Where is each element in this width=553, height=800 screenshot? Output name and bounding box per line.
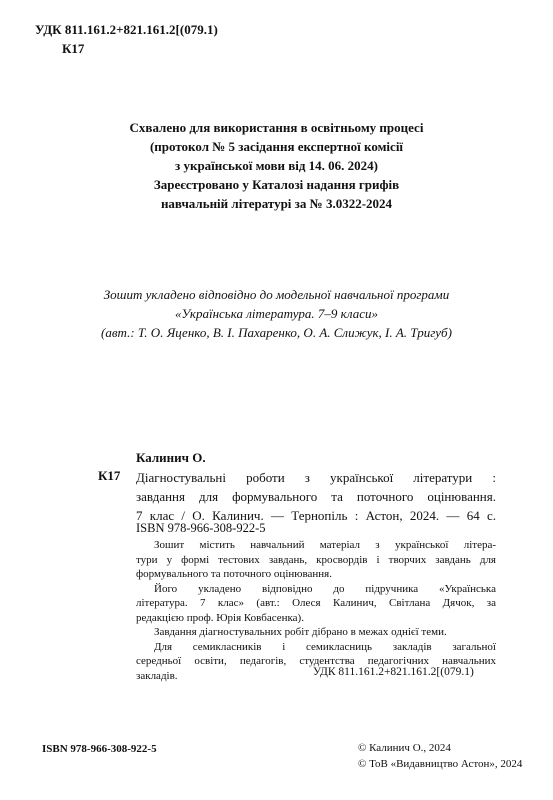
- annotation-line: Для семикласників і семикласниць закладів загальної: [154, 640, 496, 653]
- model-program-line: Зошит укладено відповідно до модельної навчальної програми: [103, 287, 450, 302]
- approval-block: [0, 118, 553, 213]
- title-line: 7 клас / О. Калинич. — Тернопіль : Астон, 2024. — 64 с.: [136, 508, 496, 523]
- annotation-line: тури у формі тестових завдань, кросвордів і творчих завдань для: [136, 553, 496, 566]
- annotation-paragraph: [136, 625, 496, 640]
- model-program-line: «Українська література. 7–9 класи»: [174, 306, 379, 321]
- author-name: Калинич О.: [136, 450, 206, 465]
- isbn-footer: ISBN 978-966-308-922-5: [42, 743, 157, 755]
- annotation-line: література. 7 клас» (авт.: Олеся Калинич, Світлана Дячок, за: [136, 597, 496, 609]
- model-program-line: (авт.: Т. О. Яценко, В. І. Пахаренко, О. А. Слижук, І. А. Тригуб): [101, 325, 452, 340]
- annotation-line: закладів.: [136, 669, 178, 682]
- udc-code-bottom: УДК 811.161.2+821.161.2[(079.1): [313, 666, 474, 678]
- title-line: Діагностувальні роботи з української літератури :: [136, 470, 496, 485]
- author-sign-top: К17: [62, 41, 85, 56]
- annotation-line: Його укладено відповідно до підручника «Українська: [154, 582, 496, 595]
- copyright-publisher: © ТоВ «Видавництво Астон», 2024: [358, 758, 523, 770]
- copyright-author: © Калинич О., 2024: [358, 742, 451, 754]
- approval-line: навчальній літературі за № 3.0322-2024: [160, 196, 393, 211]
- annotation-block: [136, 538, 496, 683]
- udc-code-top: УДК 811.161.2+821.161.2[(079.1): [35, 22, 218, 37]
- title-line: завдання для формувального та поточного оцінювання.: [136, 489, 496, 504]
- model-program-block: [0, 285, 553, 342]
- approval-line: Зареєстровано у Каталозі надання грифів: [153, 177, 400, 192]
- author-sign-mid: К17: [98, 468, 121, 483]
- annotation-line: середньої освіти, педагогів, студентства педагогічних навчальних: [136, 655, 496, 667]
- annotation-line: Завдання діагностувальних робіт дібрано в межах однієї теми.: [154, 626, 447, 638]
- isbn-mid: ISBN 978-966-308-922-5: [136, 521, 266, 535]
- approval-line: Схвалено для використання в освітньому процесі: [129, 120, 424, 135]
- annotation-line: Зошит містить навчальний матеріал з української літера-: [154, 539, 496, 551]
- approval-line: (протокол № 5 засідання експертної комісії: [149, 139, 404, 154]
- bibliographic-title: [136, 468, 496, 525]
- annotation-paragraph: [136, 582, 496, 626]
- annotation-line: формувального та поточного оцінювання.: [136, 568, 332, 580]
- annotation-line: редакцією проф. Юрія Ковбасенка).: [136, 611, 304, 624]
- approval-line: з української мови від 14. 06. 2024): [174, 158, 379, 173]
- annotation-paragraph: [136, 538, 496, 582]
